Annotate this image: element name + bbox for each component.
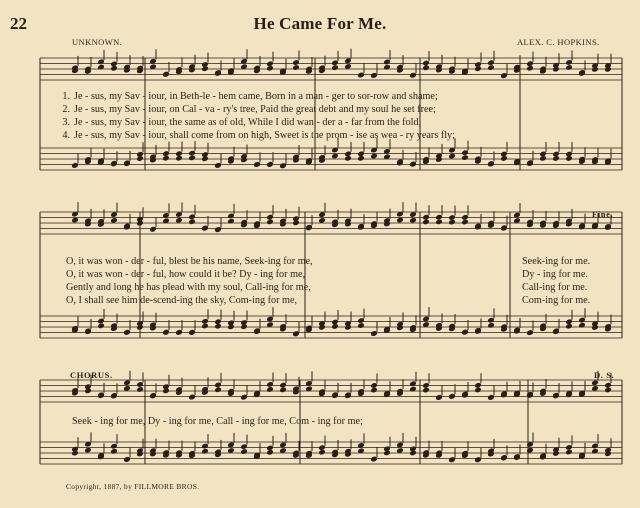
fine-marking: Fine. [592,209,614,219]
refrain-line-1: O, it was won - der - ful, blest be his name, Seek-ing for me, [66,256,313,267]
refrain-line-4: O, I shall see him de-scend-ing the sky, Com-ing for me, [66,295,298,306]
hymn-title: He Came For Me. [253,14,387,33]
verse-line-3: 3. Je - sus, my Sav - iour, the same as of old, While I did wan - der a - far from the fold; [62,117,422,128]
refrain-end-2: Dy - ing for me. [522,269,588,280]
verse-line-2: 2. Je - sus, my Sav - iour, on Cal - va - ry's tree, Paid the great debt and my soul he set free; [62,104,436,115]
chorus-label: CHORUS. [70,370,113,380]
refrain-end-1: Seek-ing for me. [522,256,591,267]
refrain-end-4: Com-ing for me. [522,295,591,306]
refrain-line-3: Gently and long he has plead with my soul, Call-ing for me, [66,282,311,293]
page-number: 22 [10,14,27,33]
copyright-notice: Copyright, 1887, by FILLMORE BROS. [66,482,200,491]
ds-marking: D. S. [594,370,615,380]
chorus-lyric: Seek - ing for me, Dy - ing for me, Call - ing for me, Com - ing for me; [72,416,363,427]
refrain-line-2: O, it was won - der - ful, how could it be? Dy - ing for me, [66,269,306,280]
verse-line-4: 4. Je - sus, my Sav - iour, shall come from on high, Sweet is the prom - ise as wea - ry years fly; [62,130,455,141]
refrain-end-3: Call-ing for me. [522,282,588,293]
words-credit: UNKNOWN. [72,37,123,47]
music-credit: ALEX. C. HOPKINS. [517,37,600,47]
verse-line-1: 1. Je - sus, my Sav - iour, in Beth-le - hem came, Born in a man - ger to sor-row and shame; [62,91,438,102]
